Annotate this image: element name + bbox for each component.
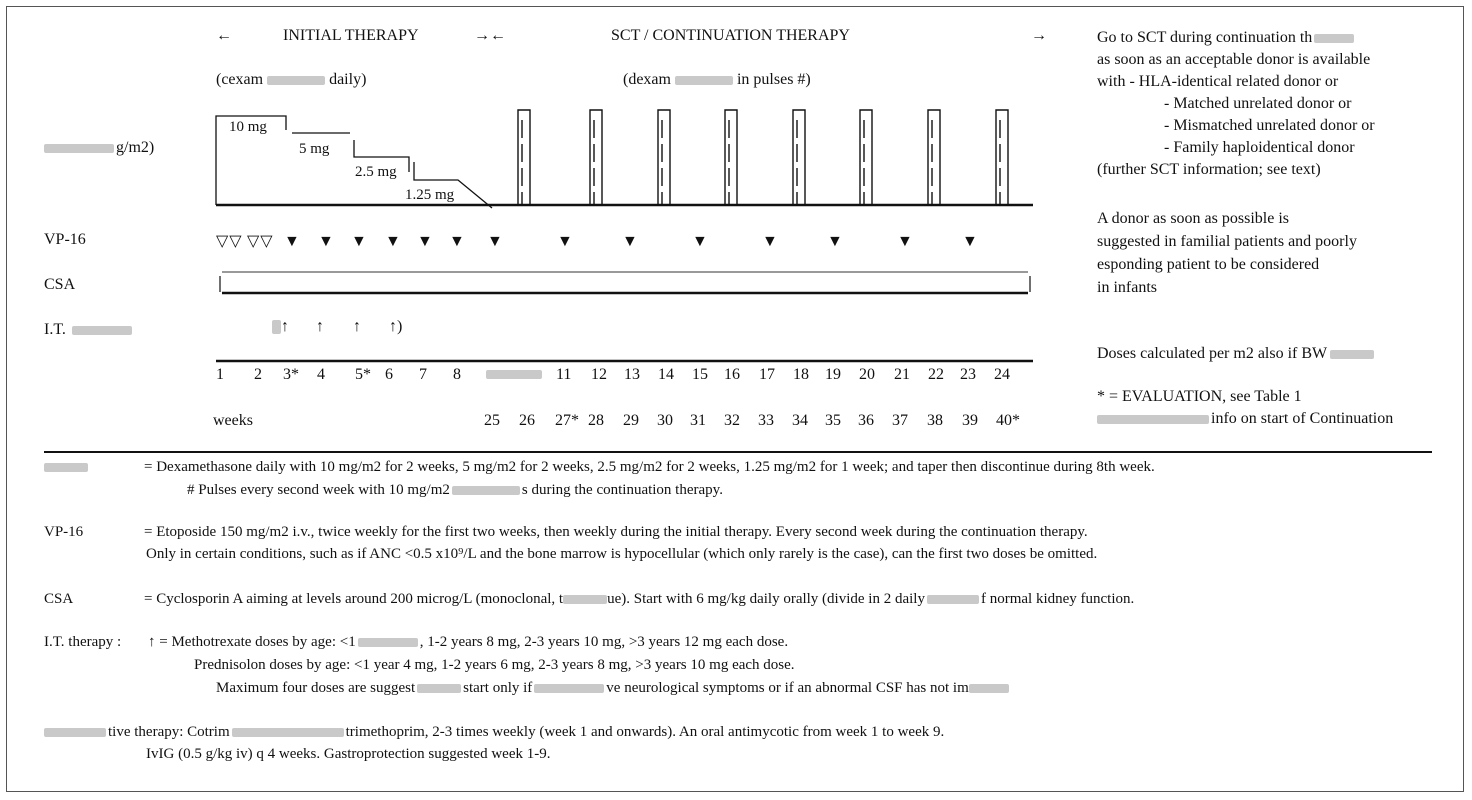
week-label: 22 <box>928 366 944 383</box>
week-label: 16 <box>724 366 740 383</box>
it-arrow-3: ↑ <box>353 318 361 335</box>
dex-pulse <box>928 110 940 205</box>
legend-it-line3: Maximum four doses are suggest start only if ve neurological symptoms or if an abnormal CSF has not im <box>216 679 1009 697</box>
week-label: 21 <box>894 366 910 383</box>
week-label: 27* <box>555 412 579 429</box>
week-label: 30 <box>657 412 673 429</box>
legend-dex-line2: # Pulses every second week with 10 mg/m2 s during the continuation therapy. <box>187 482 723 498</box>
week-label: 7 <box>419 366 427 383</box>
sct-subtitle: (dexam in pulses #) <box>623 71 811 88</box>
dose-5mg: 5 mg <box>299 141 330 157</box>
arrow-right: → <box>1031 27 1047 44</box>
legend-vp16-line2: Only in certain conditions, such as if ANC <0.5 x10⁹/L and the bone marrow is hypocellular (which only rarely is the case), can the first two doses be omitted. <box>146 546 1098 562</box>
week-label: 32 <box>724 412 740 429</box>
vp16-dose-mark: ▼ <box>351 233 367 250</box>
week-label: 12 <box>591 366 607 383</box>
legend-it-label: I.T. therapy : <box>44 634 122 650</box>
vp16-dose-mark: ▼ <box>449 233 465 250</box>
vp16-dose-mark: ▼ <box>897 233 913 250</box>
doses-note: Doses calculated per m2 also if BW <box>1097 345 1374 363</box>
vp16-open-marks-1: ▽▽ <box>216 233 243 250</box>
dex-taper-steps <box>216 116 492 208</box>
initial-subtitle: (cexam daily) <box>216 71 367 88</box>
legend-dex-label <box>44 458 88 476</box>
legend-supportive-line1: tive therapy: Cotrim trimethoprim, 2-3 times weekly (week 1 and onwards). An oral antimycotic from week 1 to week 9. <box>44 723 944 741</box>
week-label: 26 <box>519 412 535 429</box>
vp16-dose-mark: ▼ <box>762 233 778 250</box>
legend-vp16-label: VP-16 <box>44 524 84 540</box>
evaluation-note-2: info on start of Continuation <box>1097 410 1393 428</box>
week-label: 6 <box>385 366 393 383</box>
dose-10mg: 10 mg <box>229 119 267 135</box>
week-label: 5* <box>355 366 371 383</box>
legend-it-line2: Prednisolon doses by age: <1 year 4 mg, 1-2 years 6 mg, 2-3 years 8 mg, >3 years 10 mg each dose. <box>194 657 795 673</box>
legend-supportive-line2: IvIG (0.5 g/kg iv) q 4 weeks. Gastroprotection suggested week 1-9. <box>146 746 551 762</box>
vp16-dose-mark: ▼ <box>417 233 433 250</box>
vp16-dose-mark: ▼ <box>284 233 300 250</box>
week-label: 37 <box>892 412 908 429</box>
week-label: 35 <box>825 412 841 429</box>
legend-csa-line: = Cyclosporin A aiming at levels around 200 microg/L (monoclonal, t ue). Start with 6 mg/kg daily orally (divide in 2 daily f normal kidney function. <box>144 591 1135 607</box>
dose-2-5mg: 2.5 mg <box>355 164 397 180</box>
weeks-9-10-redacted <box>486 370 542 379</box>
week-label: 28 <box>588 412 604 429</box>
week-label: 1 <box>216 366 224 383</box>
vp16-dose-mark: ▼ <box>827 233 843 250</box>
csa-bar <box>220 272 1030 293</box>
it-arrow-2: ↑ <box>316 318 324 335</box>
it-marks: ↑ <box>272 318 289 336</box>
sct-note: Go to SCT during continuation th as soon as an acceptable donor is available with - HLA-identical related donor or - Matched unrelated donor or - Mismatched unrelated donor or - Family haploidentical donor (further SCT information; see text) <box>1097 29 1375 178</box>
vp16-dose-mark: ▼ <box>622 233 638 250</box>
vp16-dose-mark: ▼ <box>385 233 401 250</box>
week-label: 2 <box>254 366 262 383</box>
week-label: 3* <box>283 366 299 383</box>
week-label: 36 <box>858 412 874 429</box>
week-label: 33 <box>758 412 774 429</box>
it-row-label: I.T. <box>44 321 132 339</box>
vp16-dose-mark: ▼ <box>962 233 978 250</box>
dose-1-25mg: 1.25 mg <box>405 187 455 203</box>
week-label: 11 <box>556 366 572 383</box>
sct-continuation-title: SCT / CONTINUATION THERAPY <box>611 27 850 44</box>
legend-it-line1: ↑ = Methotrexate doses by age: <1 , 1-2 years 8 mg, 2-3 years 10 mg, >3 years 12 mg each dose. <box>148 634 789 650</box>
arrow-mid: →← <box>474 27 506 44</box>
week-label: 8 <box>453 366 461 383</box>
dex-pulse <box>996 110 1008 205</box>
dex-pulse <box>518 110 530 205</box>
week-label: 4 <box>317 366 325 383</box>
week-label: 19 <box>825 366 841 383</box>
week-label: 24 <box>994 366 1010 383</box>
dex-pulse <box>793 110 805 205</box>
it-arrow-4: ↑) <box>389 318 403 335</box>
week-label: 14 <box>658 366 674 383</box>
initial-therapy-title: INITIAL THERAPY <box>283 27 419 44</box>
week-label: 29 <box>623 412 639 429</box>
week-label: 38 <box>927 412 943 429</box>
legend-csa-label: CSA <box>44 591 74 607</box>
week-label: 20 <box>859 366 875 383</box>
donor-note: A donor as soon as possible is suggested in familial patients and poorly esponding patient to be considered in infants <box>1097 210 1357 296</box>
dex-pulse <box>725 110 737 205</box>
legend-vp16-line1: = Etoposide 150 mg/m2 i.v., twice weekly for the first two weeks, then weekly during the initial therapy. Every second week during the continuation therapy. <box>144 524 1088 540</box>
week-label: 40* <box>996 412 1020 429</box>
dex-pulses <box>518 110 1008 205</box>
vp16-open-marks-2: ▽▽ <box>247 233 274 250</box>
weeks-label: weeks <box>213 412 253 429</box>
week-label: 23 <box>960 366 976 383</box>
week-label: 39 <box>962 412 978 429</box>
legend-dex-line1: = Dexamethasone daily with 10 mg/m2 for 2 weeks, 5 mg/m2 for 2 weeks, 2.5 mg/m2 for 2 weeks, 1.25 mg/m2 for 1 week; and taper then discontinue during 8th week. <box>144 459 1155 475</box>
evaluation-note: * = EVALUATION, see Table 1 <box>1097 388 1302 405</box>
dex-pulse <box>658 110 670 205</box>
dex-pulse <box>590 110 602 205</box>
week-label: 13 <box>624 366 640 383</box>
week-label: 31 <box>690 412 706 429</box>
week-label: 18 <box>793 366 809 383</box>
vp16-row-label: VP-16 <box>44 231 86 248</box>
dexamethasone-row-label: g/m2) <box>44 139 154 157</box>
vp16-dose-mark: ▼ <box>557 233 573 250</box>
vp16-dose-mark: ▼ <box>487 233 503 250</box>
week-label: 17 <box>759 366 775 383</box>
week-label: 15 <box>692 366 708 383</box>
vp16-dose-mark: ▼ <box>692 233 708 250</box>
dex-pulse <box>860 110 872 205</box>
week-label: 34 <box>792 412 808 429</box>
arrow-left: ← <box>216 27 232 44</box>
csa-row-label: CSA <box>44 276 76 293</box>
vp16-dose-mark: ▼ <box>318 233 334 250</box>
week-label: 25 <box>484 412 500 429</box>
